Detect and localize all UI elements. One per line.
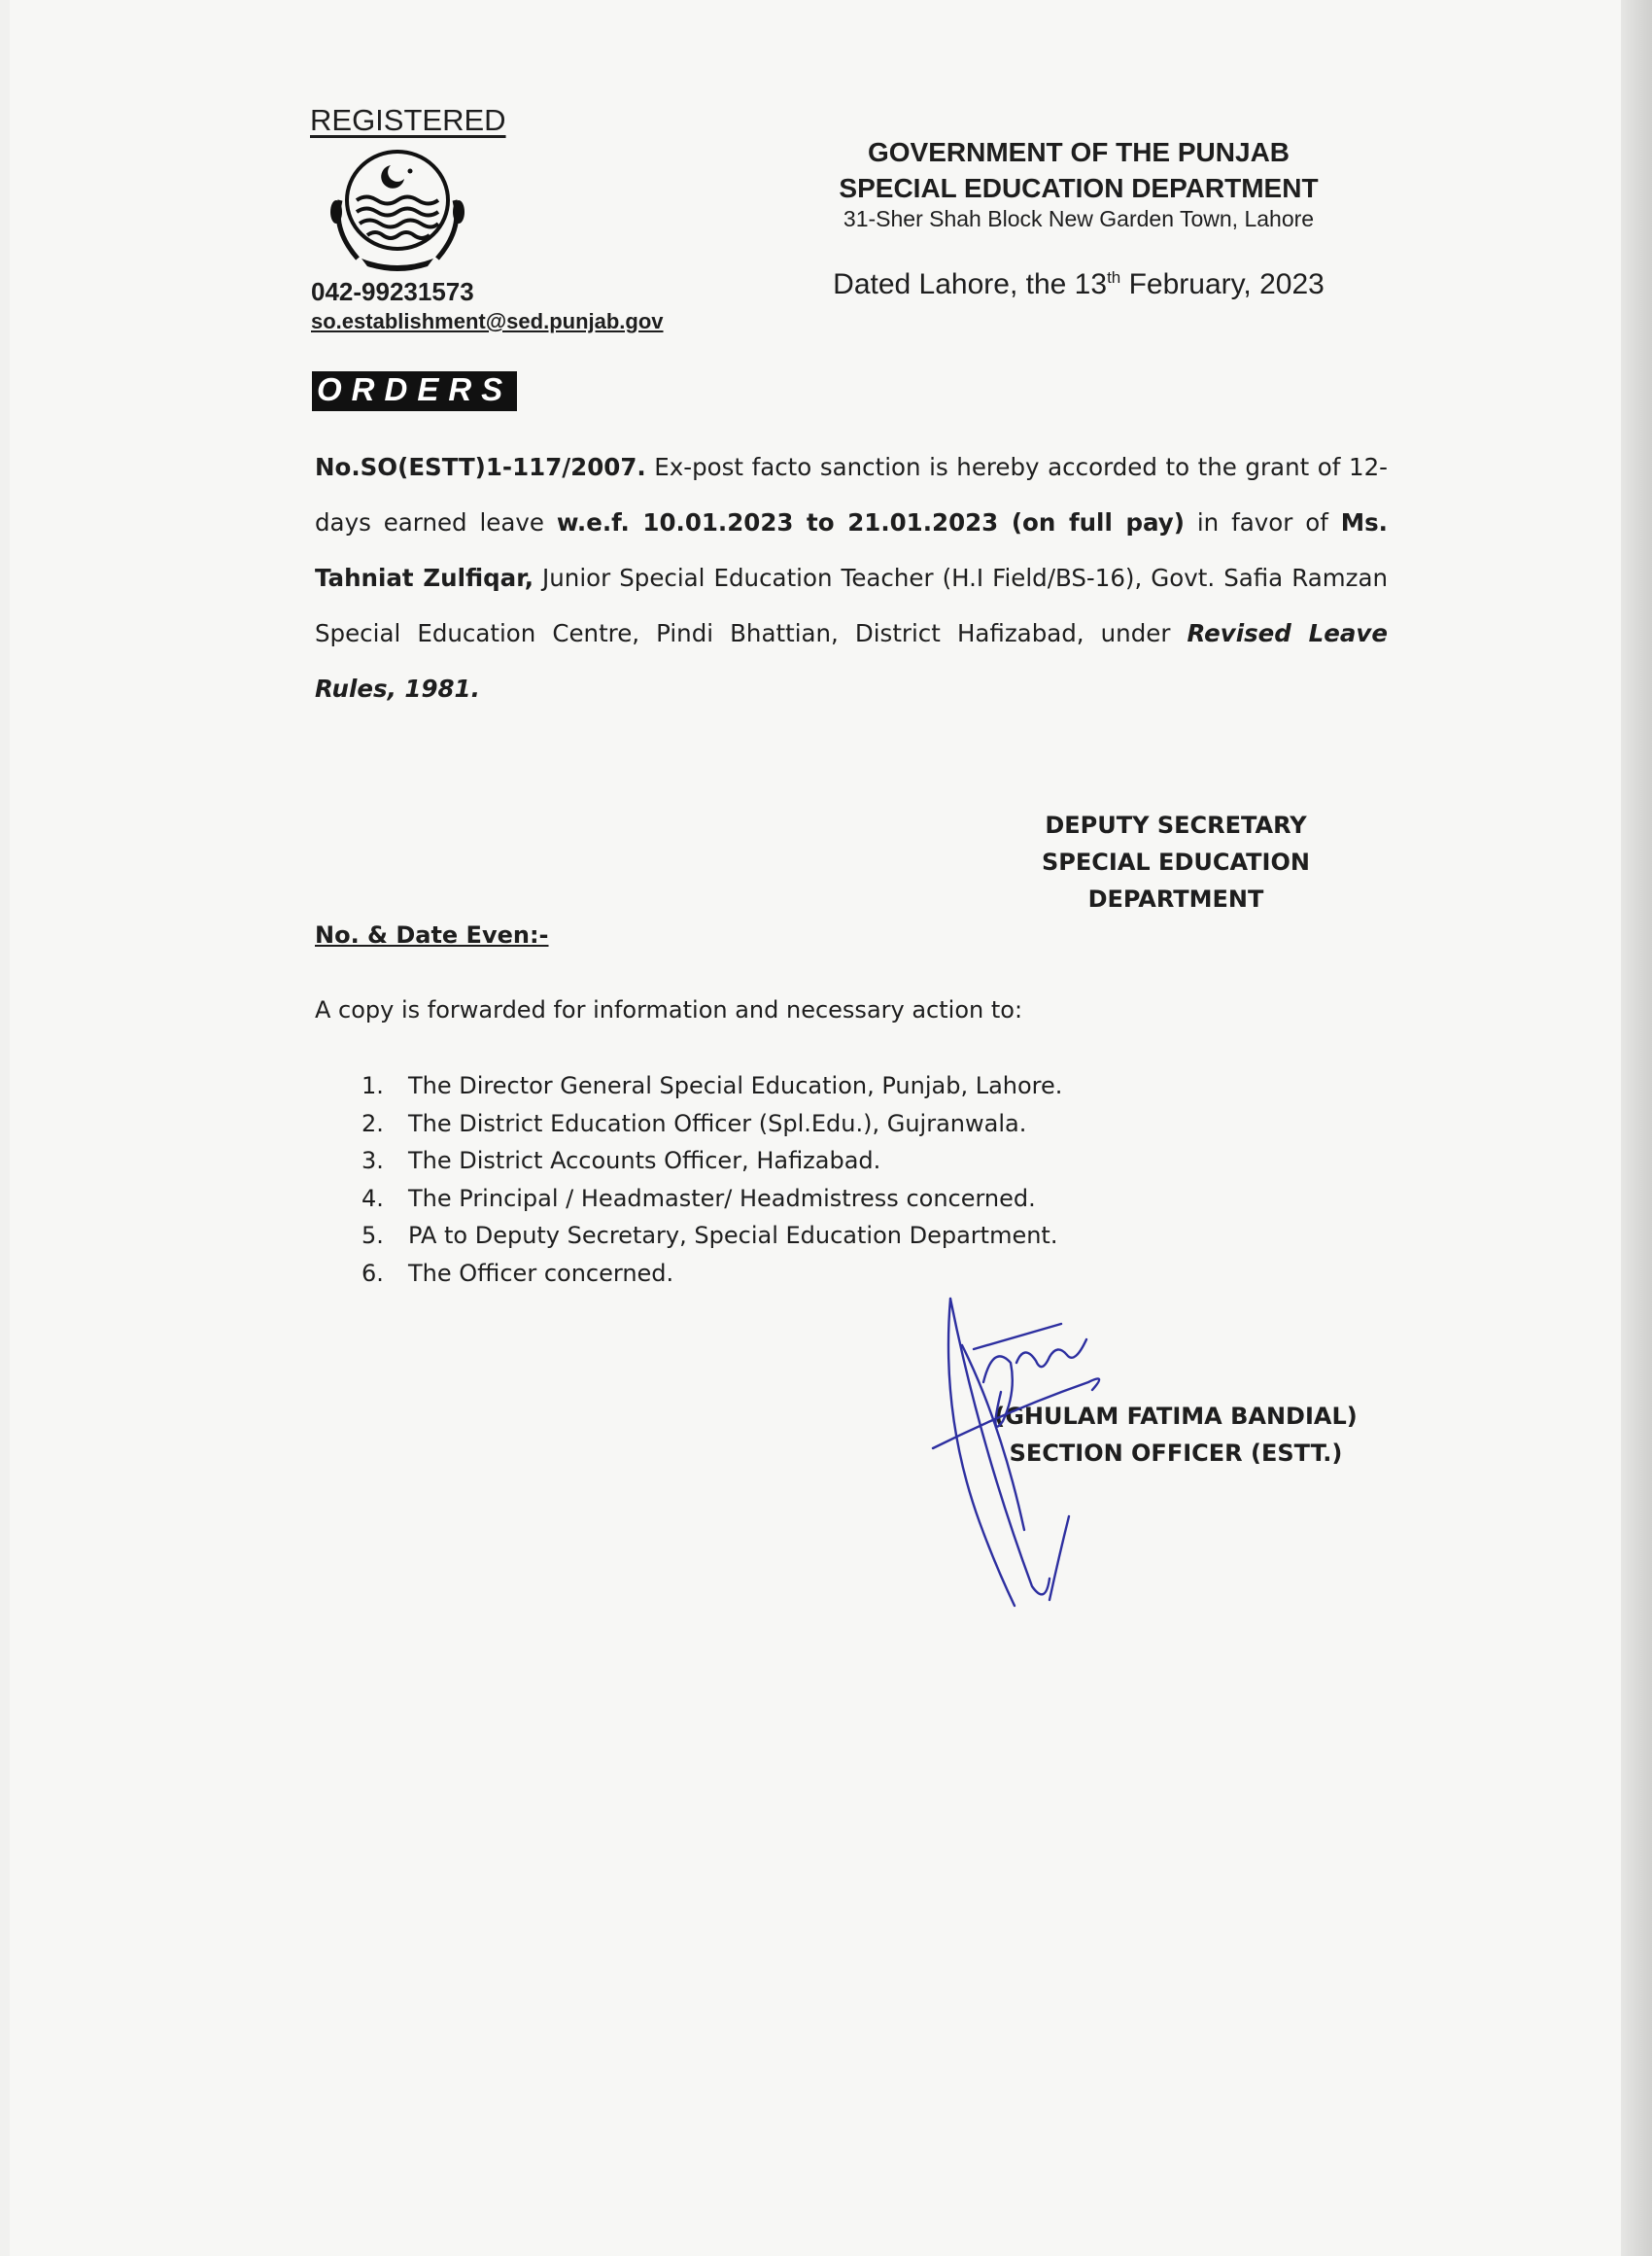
list-item <box>361 1105 1062 1143</box>
list-text: The Principal / Headmaster/ Headmistress concerned. <box>408 1184 1036 1212</box>
signatory-title: SECTION OFFICER (ESTT.) <box>1009 1440 1343 1467</box>
list-text: The Officer concerned. <box>408 1259 674 1287</box>
order-text-3: Junior Special Education Teacher (H.I Field/BS-16), Govt. Safia Ramzan Special Education Centre, Pindi Bhattian, District Hafizabad, under <box>315 564 1388 647</box>
leave-rules: Revised Leave Rules, 1981. <box>315 619 1388 703</box>
order-paragraph <box>315 439 1388 716</box>
list-text: The Director General Special Education, Punjab, Lahore. <box>408 1072 1063 1099</box>
list-item <box>361 1217 1062 1255</box>
employee-name: Ms. Tahniat Zulfiqar, <box>315 508 1388 592</box>
list-number: 5. <box>361 1222 384 1249</box>
authority-line-3: DEPARTMENT <box>1087 885 1264 913</box>
order-reference: No.SO(ESTT)1-117/2007. <box>315 453 646 481</box>
department-address: 31-Sher Shah Block New Garden Town, Lahore <box>843 206 1315 231</box>
authority-line-1: DEPUTY SECRETARY <box>1045 812 1307 839</box>
gov-line-1: GOVERNMENT OF THE PUNJAB <box>867 137 1291 167</box>
paper-edge-shadow <box>1621 0 1652 2256</box>
signatory-name: (GHULAM FATIMA BANDIAL) <box>994 1403 1358 1430</box>
list-number: 6. <box>361 1259 384 1287</box>
phone-number: 042-99231573 <box>311 277 474 306</box>
list-item <box>361 1067 1062 1105</box>
list-number: 3. <box>361 1147 384 1174</box>
date-line <box>777 268 1380 301</box>
order-text-2: in favor of <box>1184 508 1341 537</box>
list-item <box>361 1255 1062 1293</box>
orders-label: ORDERS <box>312 371 517 411</box>
list-item <box>361 1180 1062 1218</box>
email-address: so.establishment@sed.punjab.gov <box>311 309 664 333</box>
list-text: The District Education Officer (Spl.Edu.), Gujranwala. <box>408 1109 1027 1137</box>
authority-line-2: SPECIAL EDUCATION <box>1042 849 1310 876</box>
date-prefix: Dated Lahore, the 13 <box>833 268 1108 300</box>
list-number: 4. <box>361 1184 384 1212</box>
handwritten-signature <box>923 1293 1176 1614</box>
list-text: The District Accounts Officer, Hafizabad. <box>408 1147 881 1174</box>
document-page <box>10 0 1621 2256</box>
list-item <box>361 1142 1062 1180</box>
punjab-emblem-logo <box>323 144 472 274</box>
department-heading <box>748 134 1409 206</box>
date-superscript: th <box>1107 268 1121 287</box>
list-number: 1. <box>361 1072 384 1099</box>
list-text: PA to Deputy Secretary, Special Education Department. <box>408 1222 1058 1249</box>
order-text-1: Ex-post facto sanction is hereby accorded to the grant of 12-days earned leave <box>315 453 1388 537</box>
leave-period: w.e.f. 10.01.2023 to 21.01.2023 (on full pay) <box>556 508 1185 537</box>
copy-forwarded-text: A copy is forwarded for information and necessary action to: <box>315 996 1023 1024</box>
even-reference-label: No. & Date Even:- <box>315 921 549 949</box>
registered-label: REGISTERED <box>310 103 506 137</box>
date-suffix: February, 2023 <box>1120 268 1325 300</box>
gov-line-2: SPECIAL EDUCATION DEPARTMENT <box>839 173 1319 203</box>
list-number: 2. <box>361 1109 384 1137</box>
recipient-list <box>361 1067 1062 1292</box>
authority-block <box>991 807 1360 918</box>
